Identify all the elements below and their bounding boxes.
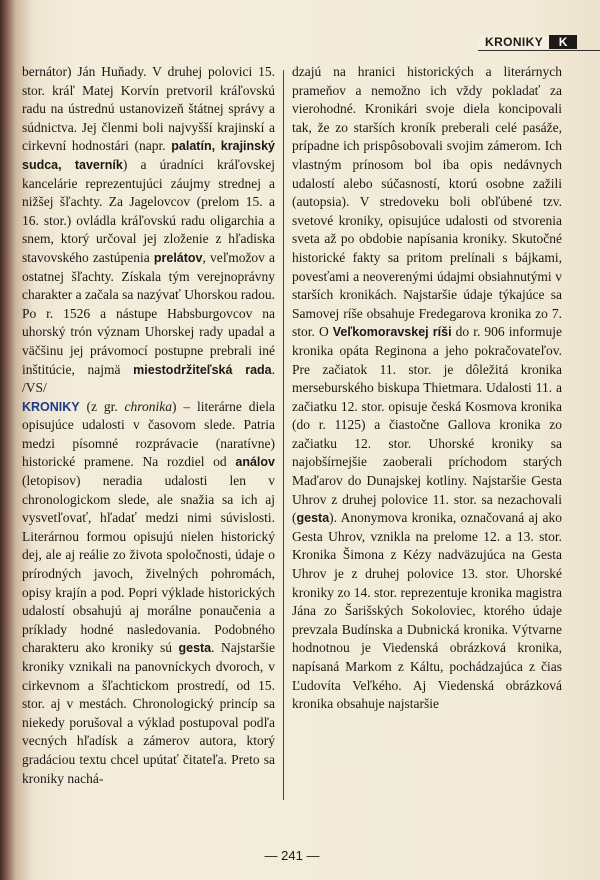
column-divider [283, 70, 284, 800]
keyword: Veľkomoravskej ríši [332, 325, 452, 340]
text-run: (letopisov) neradia udalosti len v chronologickom slede, ale snažia sa ich aj vysvetľovať, hľadať medzi nimi súvislosti. Literárnou formou opisujú nielen historický dej, ale aj reálie zo života spoločnosti, údaje o prírodných javoch, živelných pohromách, opisy krajín a pod. Popri výklade historických udalostí obsahujú aj morálne ponaučenia a príklady hodné nasledovania. Podobného charakteru ako kroniky sú [22, 473, 275, 656]
text-run: dzajú na hranici historických a literárnych prameňov a nemožno ich vždy pokladať za vierohodné. Kronikári svoje diela koncipovali tak, že zo starších kroník preberali celé pasáže, prípadne ich prispôsobovali svojim zámerom. Ich vlastným prínosom bol iba opis nedávnych udalostí alebo súčasností, ktorú osobne zažili (autopsia). V stredoveku boli obľúbené tzv. svetové kroniky, opisujúce udalosti od stvorenia sveta až po obdobie napísania kroniky. Skutočné historické fakty sa pritom prelínali s bájkami, povesťami a neoverenými údajmi obsiahnutými v starších kronikách. Najstaršie údaje týkajúce sa Samovej ríše obsahuje Fredegarova kronika zo 7. stor. O [292, 64, 562, 340]
author-initials: . /VS/ [22, 361, 275, 396]
entry-kroniky-continuation [292, 63, 562, 714]
text-run: . Najstaršie kroniky vznikali na panovníckych dvoroch, v cirkevnom a šľachtickom prostredí, od 15. stor. aj v mestách. Chronologický princíp sa niekedy porušoval a výklad postupoval podľa vecných hľadísk a zámerov autora, ktorý gradáciou textu chcel upútať čitateľa. Preto sa kroniky nachá- [22, 640, 276, 786]
page-number: — 241 — [264, 848, 320, 863]
entry-continuation-paragraph [22, 63, 275, 398]
keyword: miestodržiteľská rada [133, 362, 272, 377]
section-letter-tab: K [549, 35, 577, 49]
entry-kroniky-paragraph [22, 398, 275, 788]
running-header [478, 35, 577, 49]
keyword: gesta [178, 641, 212, 656]
text-run: do r. 906 informuje kronika opáta Reginona a jeho pokračovateľov. Pre začiatok 11. stor. je dôležitá kronika merseburského biskupa Thietmara. Udalosti 11. a začiatku 12. stor. opisuje česká Kosmova kronika (do r. 1125) a čiastočne Gallova kronika zo začiatku 12. stor. Uhorské kroniky sa najobšírnejšie zaoberali príchodom starých Maďarov do Dunajskej kotliny. Najstaršie Gesta Uhrov z druhej polovice 11. stor. sa nezachovali ( [292, 324, 562, 526]
text-run: , veľmožov a ostatnej šľachty. Získala tým verejnoprávny charakter a začala sa nazývať Uhorskou radou. Po r. 1526 a nástupe Habsburgovcov na uhorský trón význam Uhorskej rady upadal a väčšinu jej právomocí postupne prebrali iné inštitúcie, najmä [22, 249, 275, 377]
text-run: ) – literárne diela opisujúce udalosti v časovom slede. Patria medzi písomné rozprávacie (naratívne) historické pramene. Na rozdiel od [22, 398, 275, 470]
text-run: ). Anonymova kronika, označovaná aj ako Gesta Uhrov, vznikla na prelome 12. a 13. stor. Kronika Šimona z Kézy nadväzujúca na Gesta Uhrov je z druhej polovice 13. stor. Uhorské kroniky zo 14. stor. reprezentuje kronika magistra Jána zo Šarišských Sokoloviec, ktorého údaje prevzala Budínska a Dubnická kronika. Výtvarne hodnotnou je Viedenská obrázková kronika, napísaná Markom z Káltu, pochádzajúca z čias Ľudovíta Veľkého. Aj Viedenská obrázková kronika obsahuje najstaršie [292, 510, 562, 712]
text-column-left [22, 63, 275, 788]
entry-headword: KRONIKY [22, 399, 80, 414]
keyword: palatín, krajinský sudca, taverník [22, 139, 276, 172]
keyword: gesta [296, 511, 330, 526]
text-column-right [292, 63, 562, 714]
keyword: análov [235, 455, 275, 470]
header-rule [478, 50, 600, 51]
text-run: bernátor) Ján Huňady. V druhej polovici 15. stor. kráľ Matej Korvín pretvoril kráľovskú radu na ústrednú ustanovizeň štátnej správy a súdnictva. Jej členmi boli najvyšší krajinskí a cirkevní hodnostári (napr. [22, 64, 275, 154]
text-run: (z gr. [79, 398, 125, 414]
keyword: prelátov [153, 250, 203, 265]
etymology-term: chronika [124, 398, 173, 414]
text-run: ) a úradníci kráľovskej kancelárie reprezentujúci záujmy strednej a nižšej šľachty. Za Jagelovcov (prelom 15. a 16. stor.) ovládla kráľovskú radu oligarchia a snem, ktorý určoval jej zloženie z hľadiska stavovského zastúpenia [22, 156, 276, 265]
running-header-title: KRONIKY [478, 36, 549, 49]
